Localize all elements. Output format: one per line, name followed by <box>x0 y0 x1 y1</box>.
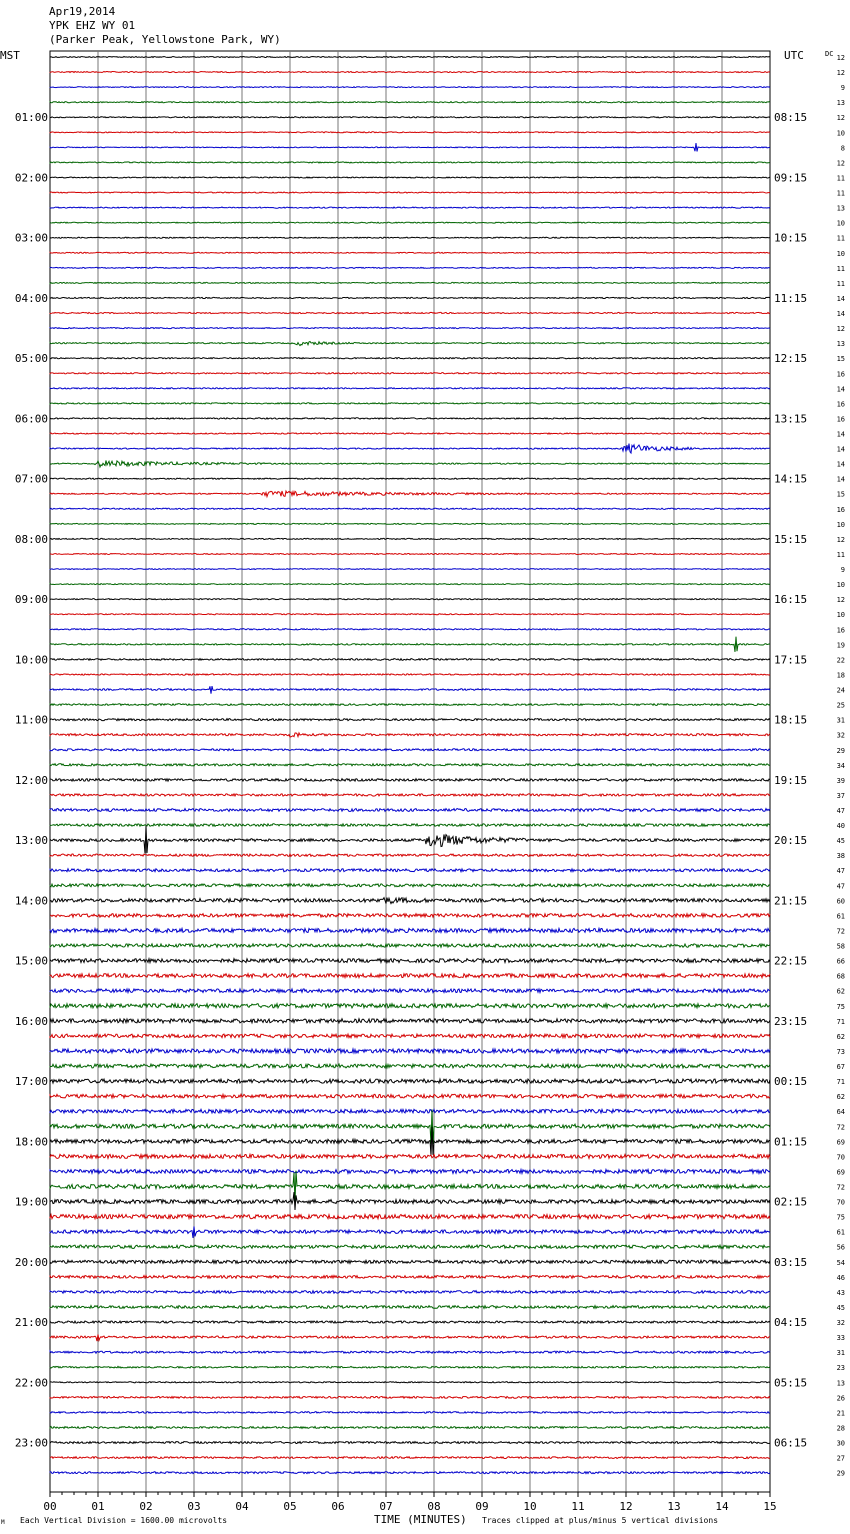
dc-offset-label: 10 <box>836 611 845 620</box>
right-hour-label: 14:15 <box>774 472 808 486</box>
dc-offset-label: 11 <box>836 174 845 183</box>
trace-line <box>50 1215 770 1219</box>
left-hour-label: 17:00 <box>14 1075 48 1089</box>
trace-line <box>50 1004 770 1008</box>
trace-line <box>50 1245 770 1248</box>
right-hour-label: 13:15 <box>774 412 808 426</box>
dc-offset-label: 11 <box>836 234 845 243</box>
dc-offset-label: 25 <box>836 701 845 710</box>
trace-line <box>50 1109 770 1113</box>
trace-line <box>50 1366 770 1368</box>
trace-line <box>50 569 770 570</box>
trace-line <box>50 1382 770 1383</box>
dc-offset-label: 45 <box>836 837 845 846</box>
left-hour-label: 16:00 <box>14 1014 48 1028</box>
date-label: Apr19,2014 <box>49 5 116 18</box>
dc-offset-label: 12 <box>836 596 845 605</box>
dc-offset-label: 9 <box>840 84 845 93</box>
trace-line <box>50 554 770 555</box>
dc-offset-label: 47 <box>836 882 845 891</box>
trace-line <box>50 1427 770 1429</box>
trace-line <box>50 1171 770 1204</box>
right-hour-label: 05:15 <box>774 1376 808 1390</box>
x-tick-label: 13 <box>667 1500 681 1513</box>
dc-offset-label: 12 <box>836 69 845 78</box>
trace-line <box>50 192 770 193</box>
dc-offset-label: 69 <box>836 1168 845 1177</box>
trace-line <box>50 1396 770 1398</box>
left-hour-label: 08:00 <box>14 532 48 546</box>
right-hour-label: 20:15 <box>774 834 808 848</box>
trace-line <box>50 637 770 652</box>
trace-line <box>50 1226 770 1238</box>
x-tick-label: 14 <box>715 1500 729 1513</box>
trace-line <box>50 704 770 706</box>
dc-offset-label: 37 <box>836 791 845 800</box>
trace-line <box>50 207 770 208</box>
trace-line <box>50 358 770 359</box>
dc-offset-label: 11 <box>836 189 845 198</box>
dc-offset-label: 14 <box>836 294 845 303</box>
dc-offset-label: 46 <box>836 1273 845 1282</box>
dc-offset-label: 24 <box>836 686 845 695</box>
dc-offset-label: 31 <box>836 1349 845 1358</box>
left-hour-label: 07:00 <box>14 472 48 486</box>
trace-line <box>50 1154 770 1158</box>
trace-line <box>50 884 770 887</box>
trace-line <box>50 826 770 854</box>
dc-offset-label: 16 <box>836 415 845 424</box>
left-hour-label: 18:00 <box>14 1135 48 1149</box>
right-hour-label: 16:15 <box>774 593 808 607</box>
trace-line <box>50 1260 770 1263</box>
dc-offset-label: 67 <box>836 1063 845 1072</box>
dc-offset-label: 15 <box>836 490 845 499</box>
trace-line <box>50 809 770 812</box>
corner-mark: M <box>1 1519 5 1526</box>
x-tick-label: 00 <box>43 1500 57 1513</box>
trace-line <box>50 461 770 468</box>
left-hour-label: 12:00 <box>14 773 48 787</box>
right-hour-label: 17:15 <box>774 653 808 667</box>
dc-offset-label: 12 <box>836 535 845 544</box>
right-hour-label: 22:15 <box>774 954 808 968</box>
dc-offset-label: 47 <box>836 807 845 815</box>
dc-offset-label: 71 <box>836 1017 845 1026</box>
right-hour-label: 09:15 <box>774 171 808 185</box>
dc-offset-label: 9 <box>840 566 845 575</box>
left-hour-label: 10:00 <box>14 653 48 667</box>
dc-offset-label: 11 <box>836 550 845 559</box>
trace-line <box>50 444 770 453</box>
dc-offset-label: 60 <box>836 897 845 906</box>
trace-line <box>50 1094 770 1098</box>
dc-offset-label: 10 <box>836 219 845 228</box>
dc-offset-label: 14 <box>836 475 845 484</box>
right-hour-label: 18:15 <box>774 713 808 727</box>
trace-line <box>50 312 770 313</box>
dc-offset-label: 43 <box>836 1288 845 1297</box>
dc-offset-label: 45 <box>836 1303 845 1312</box>
trace-line <box>50 1457 770 1459</box>
dc-offset-label: 27 <box>836 1454 845 1463</box>
dc-offset-label: 38 <box>836 852 845 861</box>
trace-line <box>50 1170 770 1174</box>
dc-offset-label: 16 <box>836 626 845 635</box>
dc-offset-label: 10 <box>836 520 845 529</box>
scale-note: Each Vertical Division = 1600.00 microvolts <box>20 1516 228 1525</box>
station-label: YPK EHZ WY 01 <box>49 19 136 32</box>
trace-line <box>50 944 770 947</box>
trace-line <box>50 584 770 585</box>
dc-offset-label: 70 <box>836 1198 845 1207</box>
right-hour-label: 04:15 <box>774 1316 808 1330</box>
location-label: (Parker Peak, Yellowstone Park, WY) <box>49 33 281 46</box>
dc-offset-label: 18 <box>836 671 845 680</box>
dc-offset-label: 58 <box>836 942 845 951</box>
x-tick-label: 09 <box>475 1500 489 1513</box>
dc-offset-label: 13 <box>836 340 845 349</box>
trace-line <box>50 764 770 766</box>
dc-offset-label: 66 <box>836 957 845 966</box>
x-tick-label: 01 <box>91 1500 105 1513</box>
right-hour-label: 06:15 <box>774 1436 808 1450</box>
trace-line <box>50 237 770 238</box>
x-tick-label: 10 <box>523 1500 537 1513</box>
trace-line <box>50 794 770 796</box>
trace-line <box>50 869 770 872</box>
left-hour-label: 06:00 <box>14 412 48 426</box>
right-hour-label: 15:15 <box>774 532 808 546</box>
dc-offset-label: 73 <box>836 1047 845 1056</box>
left-hour-label: 14:00 <box>14 894 48 908</box>
trace-line <box>50 1019 770 1023</box>
trace-line <box>50 418 770 419</box>
dc-offset-label: 71 <box>836 1078 845 1087</box>
dc-offset-label: 14 <box>836 445 845 454</box>
x-tick-label: 11 <box>571 1500 585 1513</box>
trace-line <box>50 282 770 283</box>
trace-line <box>50 132 770 133</box>
left-timezone-label: MST <box>0 49 20 62</box>
trace-line <box>50 57 770 58</box>
trace-line <box>50 928 770 932</box>
trace-line <box>50 102 770 103</box>
right-hour-label: 21:15 <box>774 894 808 908</box>
left-hour-label: 13:00 <box>14 834 48 848</box>
trace-line <box>50 538 770 539</box>
dc-offset-label: 32 <box>836 731 845 740</box>
trace-line <box>50 72 770 73</box>
dc-offset-label: 10 <box>836 249 845 258</box>
right-timezone-label: UTC <box>784 49 804 62</box>
dc-offset-label: 28 <box>836 1424 845 1433</box>
trace-line <box>50 914 770 918</box>
trace-line <box>50 1064 770 1068</box>
dc-offset-label: 14 <box>836 310 845 319</box>
left-hour-label: 02:00 <box>14 171 48 185</box>
dc-offset-label: 54 <box>836 1258 845 1267</box>
dc-offset-label: 70 <box>836 1153 845 1162</box>
trace-line <box>50 659 770 661</box>
trace-line <box>50 478 770 479</box>
dc-offset-label: 15 <box>836 355 845 364</box>
left-hour-label: 21:00 <box>14 1316 48 1330</box>
dc-offset-label: 13 <box>836 1379 845 1388</box>
x-tick-label: 02 <box>139 1500 153 1513</box>
trace-line <box>50 1334 770 1341</box>
trace-line <box>50 117 770 118</box>
x-axis-title: TIME (MINUTES) <box>374 1513 467 1526</box>
trace-line <box>50 719 770 721</box>
left-hour-label: 03:00 <box>14 231 48 245</box>
dc-offset-label: 11 <box>836 279 845 288</box>
left-hour-label: 04:00 <box>14 291 48 305</box>
right-hour-label: 02:15 <box>774 1195 808 1209</box>
dc-offset-label: 10 <box>836 129 845 138</box>
dc-offset-label: 72 <box>836 927 845 936</box>
dc-offset-label: 12 <box>836 54 845 62</box>
trace-line <box>50 491 770 497</box>
dc-offset-label: 32 <box>836 1319 845 1328</box>
trace-line <box>50 1291 770 1294</box>
trace-line <box>50 297 770 298</box>
dc-offset-label: 13 <box>836 99 845 108</box>
trace-line <box>50 1306 770 1309</box>
trace-line <box>50 824 770 827</box>
x-tick-label: 04 <box>235 1500 249 1513</box>
trace-line <box>50 373 770 374</box>
trace-line <box>50 403 770 404</box>
trace-line <box>50 328 770 329</box>
trace-line <box>50 629 770 630</box>
left-hour-label: 19:00 <box>14 1195 48 1209</box>
dc-offset-label: 30 <box>836 1439 845 1448</box>
dc-offset-label: 23 <box>836 1364 845 1373</box>
dc-offset-label: 14 <box>836 430 845 439</box>
dc-offset-label: 8 <box>840 144 845 153</box>
dc-offset-label: 33 <box>836 1334 845 1343</box>
trace-line <box>50 686 770 694</box>
trace-line <box>50 222 770 223</box>
trace-line <box>50 898 770 904</box>
dc-offset-label: 13 <box>836 204 845 213</box>
x-tick-label: 12 <box>619 1500 633 1513</box>
x-tick-label: 15 <box>763 1500 777 1513</box>
right-hour-label: 01:15 <box>774 1135 808 1149</box>
trace-line <box>50 779 770 781</box>
trace-line <box>50 854 770 856</box>
left-hour-label: 09:00 <box>14 593 48 607</box>
dc-offset-label: 12 <box>836 325 845 334</box>
trace-line <box>50 508 770 509</box>
trace-line <box>50 674 770 675</box>
trace-line <box>50 989 770 993</box>
trace-line <box>50 733 770 737</box>
trace-line <box>50 1472 770 1474</box>
right-hour-label: 23:15 <box>774 1014 808 1028</box>
dc-offset-label: 68 <box>836 972 845 981</box>
right-hour-label: 03:15 <box>774 1255 808 1269</box>
right-hour-label: 10:15 <box>774 231 808 245</box>
trace-line <box>50 252 770 253</box>
dc-offset-label: 75 <box>836 1213 845 1222</box>
dc-offset-label: 39 <box>836 776 845 785</box>
left-hour-label: 05:00 <box>14 352 48 366</box>
clip-note: Traces clipped at plus/minus 5 vertical divisions <box>482 1516 719 1525</box>
left-hour-label: 23:00 <box>14 1436 48 1450</box>
trace-line <box>50 1192 770 1210</box>
right-hour-label: 12:15 <box>774 352 808 366</box>
dc-offset-label: 72 <box>836 1123 845 1132</box>
dc-offset-label: 62 <box>836 987 845 996</box>
dc-offset-label: 29 <box>836 1469 845 1478</box>
right-hour-label: 08:15 <box>774 111 808 125</box>
dc-offset-label: 14 <box>836 460 845 469</box>
x-tick-label: 06 <box>331 1500 345 1513</box>
trace-line <box>50 1321 770 1323</box>
dc-offset-label: 61 <box>836 912 845 921</box>
trace-line <box>50 267 770 268</box>
right-hour-label: 00:15 <box>774 1075 808 1089</box>
dc-offset-label: 62 <box>836 1032 845 1041</box>
dc-offset-label: 22 <box>836 656 845 665</box>
dc-offset-label: 26 <box>836 1394 845 1403</box>
trace-line <box>50 87 770 88</box>
trace-line <box>50 614 770 615</box>
dc-offset-label: 11 <box>836 264 845 273</box>
x-tick-label: 08 <box>427 1500 441 1513</box>
trace-line <box>50 177 770 178</box>
dc-offset-label: 61 <box>836 1228 845 1237</box>
trace-line <box>50 1034 770 1038</box>
dc-offset-label: 21 <box>836 1409 845 1418</box>
trace-line <box>50 599 770 600</box>
trace-line <box>50 1079 770 1083</box>
trace-line <box>50 143 770 152</box>
trace-line <box>50 1049 770 1053</box>
trace-line <box>50 342 770 346</box>
x-tick-label: 07 <box>379 1500 393 1513</box>
dc-offset-label: 12 <box>836 114 845 123</box>
dc-offset-label: 56 <box>836 1243 845 1252</box>
trace-line <box>50 1351 770 1353</box>
dc-offset-label: 16 <box>836 505 845 514</box>
trace-line <box>50 1276 770 1279</box>
left-hour-label: 15:00 <box>14 954 48 968</box>
dc-offset-label: 64 <box>836 1108 845 1117</box>
dc-offset-label: 69 <box>836 1138 845 1147</box>
dc-offset-label: 14 <box>836 385 845 394</box>
dc-offset-label: 16 <box>836 370 845 379</box>
trace-line <box>50 388 770 389</box>
right-hour-label: 19:15 <box>774 773 808 787</box>
trace-line <box>50 523 770 524</box>
trace-line <box>50 1412 770 1414</box>
left-hour-label: 01:00 <box>14 111 48 125</box>
trace-line <box>50 433 770 434</box>
trace-line <box>50 959 770 963</box>
trace-line <box>50 749 770 751</box>
dc-offset-label: 19 <box>836 641 845 650</box>
dc-offset-label: 40 <box>836 822 845 831</box>
trace-line <box>50 974 770 978</box>
dc-offset-label: 62 <box>836 1093 845 1102</box>
trace-line <box>50 1127 770 1156</box>
dc-offset-label: 34 <box>836 761 845 770</box>
left-hour-label: 11:00 <box>14 713 48 727</box>
x-tick-label: 03 <box>187 1500 201 1513</box>
left-hour-label: 22:00 <box>14 1376 48 1390</box>
right-hour-label: 11:15 <box>774 291 808 305</box>
dc-offset-label: 72 <box>836 1183 845 1192</box>
dc-offset-label: 10 <box>836 581 845 590</box>
x-tick-label: 05 <box>283 1500 297 1513</box>
dc-offset-label: 31 <box>836 716 845 725</box>
dc-offset-label: 29 <box>836 746 845 755</box>
dc-offset-label: 75 <box>836 1002 845 1011</box>
dc-header-label: DC <box>825 50 834 58</box>
dc-offset-label: 16 <box>836 400 845 409</box>
left-hour-label: 20:00 <box>14 1255 48 1269</box>
trace-line <box>50 162 770 163</box>
dc-offset-label: 12 <box>836 159 845 168</box>
trace-line <box>50 1442 770 1444</box>
dc-offset-label: 47 <box>836 867 845 876</box>
